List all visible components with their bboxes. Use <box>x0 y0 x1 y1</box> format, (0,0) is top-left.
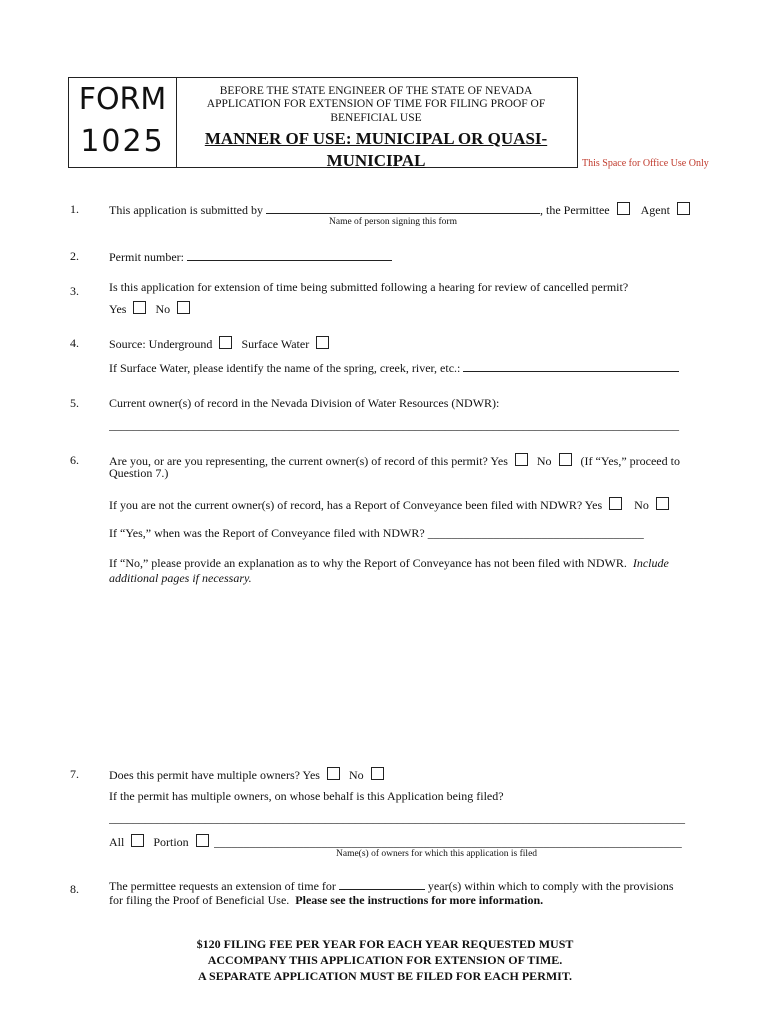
permittee-checkbox[interactable] <box>617 202 630 215</box>
surface-identify-label: If Surface Water, please identify the name of the spring, creek, river, etc.: <box>109 361 461 375</box>
q1-row <box>109 202 690 218</box>
form-title <box>175 128 577 172</box>
q1-label: This application is submitted by <box>109 203 263 217</box>
submitter-name-field[interactable] <box>266 202 540 214</box>
q6-proceed-note-2: Question 7.) <box>109 466 169 480</box>
q6-number: 6. <box>70 453 79 467</box>
q3-number: 3. <box>70 284 79 298</box>
q7-scope-row <box>109 834 704 850</box>
q7-question: Does this permit have multiple owners? Yes <box>109 768 320 782</box>
owners-behalf-field[interactable]: ________________________________________________________________________________________________ <box>109 811 685 825</box>
conveyance-no-label: No <box>634 498 649 512</box>
q7-number: 7. <box>70 767 79 781</box>
permit-number-field[interactable] <box>187 249 392 261</box>
q3-no-label: No <box>155 302 171 316</box>
conveyance-yes-checkbox[interactable] <box>609 497 622 510</box>
q6-proceed-note: (If “Yes,” proceed to <box>580 454 680 468</box>
q4-row <box>109 336 329 352</box>
current-owner-field[interactable]: _______________________________________________________________________________________________ <box>109 418 679 432</box>
q1-number: 1. <box>70 202 79 216</box>
all-label: All <box>109 835 125 849</box>
q6-row <box>109 453 680 469</box>
explanation-include-2: additional pages if necessary. <box>109 571 252 585</box>
underground-label: Source: Underground <box>109 337 213 351</box>
q7-yes-checkbox[interactable] <box>327 767 340 780</box>
q7-no-label: No <box>348 768 364 782</box>
header-line-3: BENEFICIAL USE <box>330 112 422 124</box>
q6-no-checkbox[interactable] <box>559 453 572 466</box>
conveyance-no-checkbox[interactable] <box>656 497 669 510</box>
form-label: FORM <box>78 82 167 117</box>
portion-checkbox[interactable] <box>196 834 209 847</box>
q5-question: Current owner(s) of record in the Nevada Division of Water Resources (NDWR): <box>109 396 500 410</box>
surface-water-checkbox[interactable] <box>316 336 329 349</box>
surface-water-label: Surface Water <box>241 337 310 351</box>
q8-instructions-note: Please see the instructions for more information. <box>295 893 544 907</box>
q7-row <box>109 767 384 783</box>
conveyance-question: If you are not the current owner(s) of record, has a Report of Conveyance been filed with NDWR? Yes <box>109 498 603 512</box>
fee-line-1: $120 FILING FEE PER YEAR FOR EACH YEAR REQUESTED MUST <box>196 937 574 951</box>
q1-caption: Name of person signing this form <box>329 217 457 227</box>
portion-owners-field[interactable]: ______________________________________________________________________________ <box>213 835 682 849</box>
explanation-row <box>109 556 669 571</box>
fee-line-3: A SEPARATE APPLICATION MUST BE FILED FOR EACH PERMIT. <box>198 969 572 983</box>
conveyance-date-field[interactable]: ____________________________________ <box>427 526 644 540</box>
form-title-line-1: MANNER OF USE: MUNICIPAL OR QUASI- <box>204 129 548 148</box>
conveyance-row <box>109 497 669 513</box>
q7-caption: Name(s) of owners for which this application is filed <box>336 849 538 859</box>
form-number-box <box>68 77 177 168</box>
q8-line-2: for filing the Proof of Beneficial Use. <box>109 893 290 907</box>
explanation-area[interactable] <box>109 590 709 750</box>
q3-no-checkbox[interactable] <box>177 301 190 314</box>
q3-options <box>109 301 190 317</box>
q8-row <box>109 878 674 894</box>
header-box <box>175 77 578 168</box>
permittee-label: , the Permittee <box>539 203 610 217</box>
conveyance-date-row <box>109 526 644 541</box>
q3-yes-label: Yes <box>109 302 127 316</box>
q2-label: Permit number: <box>109 250 184 264</box>
q6-question: Are you, or are you representing, the current owner(s) of record of this permit? Yes <box>109 454 508 468</box>
conveyance-date-label: If “Yes,” when was the Report of Conveyance filed with NDWR? <box>109 526 425 540</box>
q5-number: 5. <box>70 396 79 410</box>
q8-text-b: year(s) within which to comply with the provisions <box>427 879 674 893</box>
q7-no-checkbox[interactable] <box>371 767 384 780</box>
q2-number: 2. <box>70 249 79 263</box>
q8-row-2 <box>109 893 543 908</box>
explanation-include: Include <box>632 556 669 570</box>
q6-yes-checkbox[interactable] <box>515 453 528 466</box>
q8-number: 8. <box>70 882 79 896</box>
q8-text-a: The permittee requests an extension of time for <box>109 879 336 893</box>
office-use-label: This Space for Office Use Only <box>582 158 709 169</box>
q3-question: Is this application for extension of time being submitted following a hearing for review of cancelled permit? <box>109 280 629 294</box>
underground-checkbox[interactable] <box>219 336 232 349</box>
q2-row <box>109 249 392 265</box>
q3-yes-checkbox[interactable] <box>133 301 146 314</box>
fee-notice <box>0 936 770 984</box>
explanation-label: If “No,” please provide an explanation as to why the Report of Conveyance has not been filed with NDWR. <box>109 556 627 570</box>
surface-source-name-field[interactable] <box>463 360 679 372</box>
header-line-2: APPLICATION FOR EXTENSION OF TIME FOR FILING PROOF OF <box>206 98 546 110</box>
q4-number: 4. <box>70 336 79 350</box>
years-requested-field[interactable] <box>339 878 425 890</box>
all-checkbox[interactable] <box>131 834 144 847</box>
q6-no-label: No <box>536 454 552 468</box>
agent-checkbox[interactable] <box>677 202 690 215</box>
agent-label: Agent <box>640 203 670 217</box>
q7-behalf-question: If the permit has multiple owners, on whose behalf is this Application being filed? <box>109 789 504 803</box>
q4-identify-row <box>109 360 679 376</box>
portion-label: Portion <box>153 835 189 849</box>
form-number: 1025 <box>80 124 165 159</box>
form-title-line-2: MUNICIPAL <box>326 151 426 170</box>
header-line-1: BEFORE THE STATE ENGINEER OF THE STATE OF NEVADA <box>219 85 533 97</box>
fee-line-2: ACCOMPANY THIS APPLICATION FOR EXTENSION OF TIME. <box>207 953 563 967</box>
